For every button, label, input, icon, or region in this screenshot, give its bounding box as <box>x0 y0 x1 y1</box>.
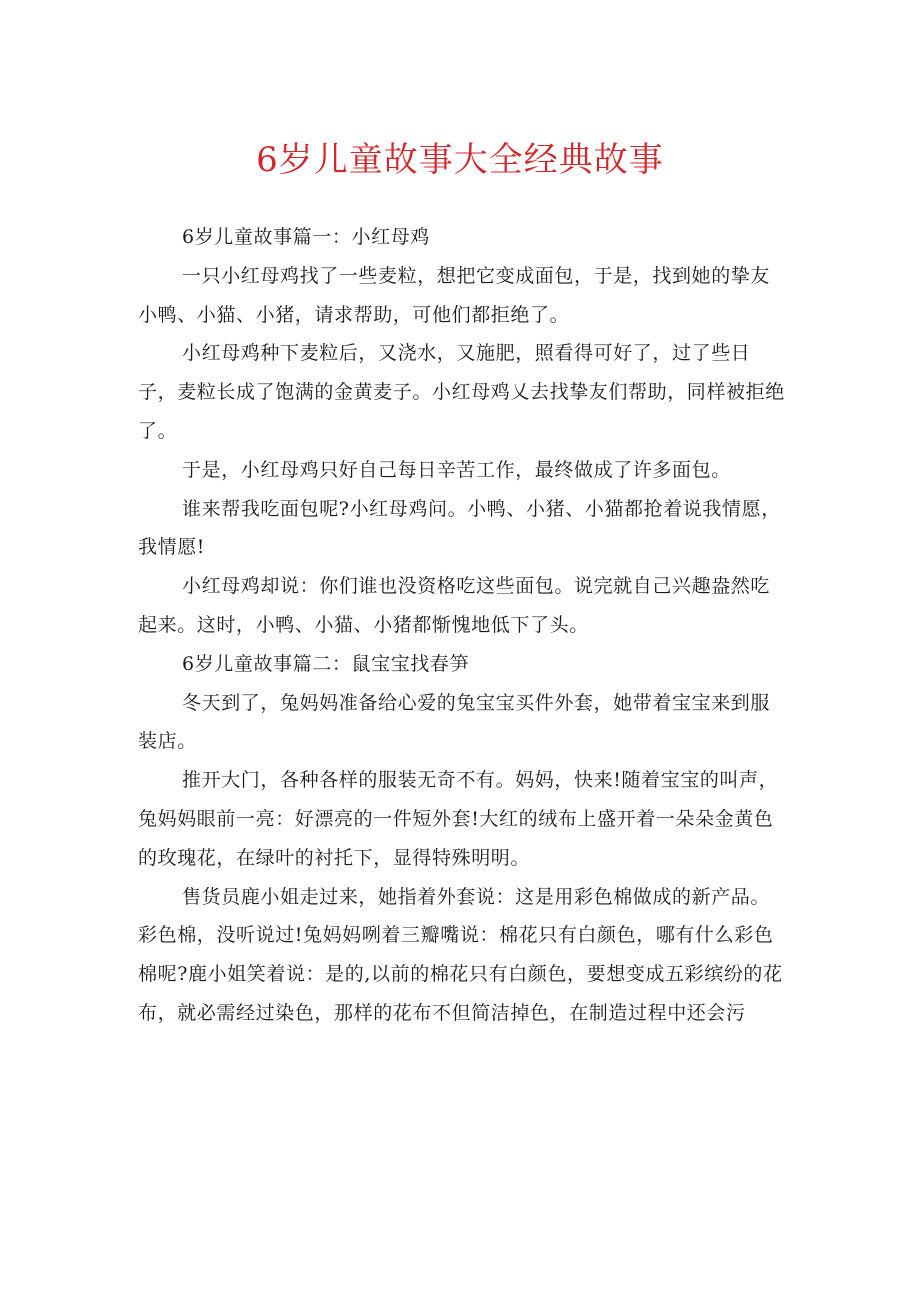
paragraph: 推开大门，各种各样的服装无奇不有。妈妈，快来!随着宝宝的叫声，兔妈妈眼前一亮：好漂亮的一件短外套!大红的绒布上盛开着一朵朵金黄色的玫瑰花，在绿叶的衬托下，显得特殊明明。 <box>138 769 779 869</box>
paragraph: 售货员鹿小姐走过来，她指着外套说：这是用彩色棉做成的新产品。彩色棉，没听说过!兔妈妈咧着三瓣嘴说：棉花只有白颜色，哪有什么彩色棉呢?鹿小姐笑着说：是的,以前的棉花只有白颜色，要想变成五彩缤纷的花布，就必需经过染色，那样的花布不但简洁掉色，在制造过程中还会污 <box>138 885 783 1024</box>
section-heading-1: 6岁儿童故事篇一：小红母鸡 <box>182 226 430 248</box>
paragraph: 小红母鸡种下麦粒后，又浇水，又施肥，照看得可好了，过了些日子，麦粒长成了饱满的金黄麦子。小红母鸡乂去找挚友们帮助，同样被拒绝了。 <box>138 342 785 442</box>
paragraph: 冬天到了，兔妈妈准备给心爱的兔宝宝买件外套，她带着宝宝来到服装店。 <box>138 691 771 753</box>
document-title: 6岁儿童故事大全经典故事 <box>256 140 664 180</box>
paragraph: 一只小红母鸡找了一些麦粒，想把它变成面包，于是，找到她的挚友小鸭、小猫、小猪，请求帮助，可他们都拒绝了。 <box>138 264 771 326</box>
document-body <box>138 218 788 1033</box>
section-heading-2: 6岁儿童故事篇二：鼠宝宝找春笋 <box>182 652 470 675</box>
paragraph: 小红母鸡却说：你们谁也没资格吃这些面包。说完就自己兴趣盎然吃起来。这时，小鸭、小猫、小猪都惭愧地低下了头。 <box>138 575 771 636</box>
paragraph: 谁来帮我吃面包呢?小红母鸡问。小鸭、小猪、小猫都抢着说我情愿，我情愿! <box>138 497 781 559</box>
paragraph: 于是，小红母鸡只好自己每日辛苦工作，最终做成了许多面包。 <box>182 458 731 481</box>
